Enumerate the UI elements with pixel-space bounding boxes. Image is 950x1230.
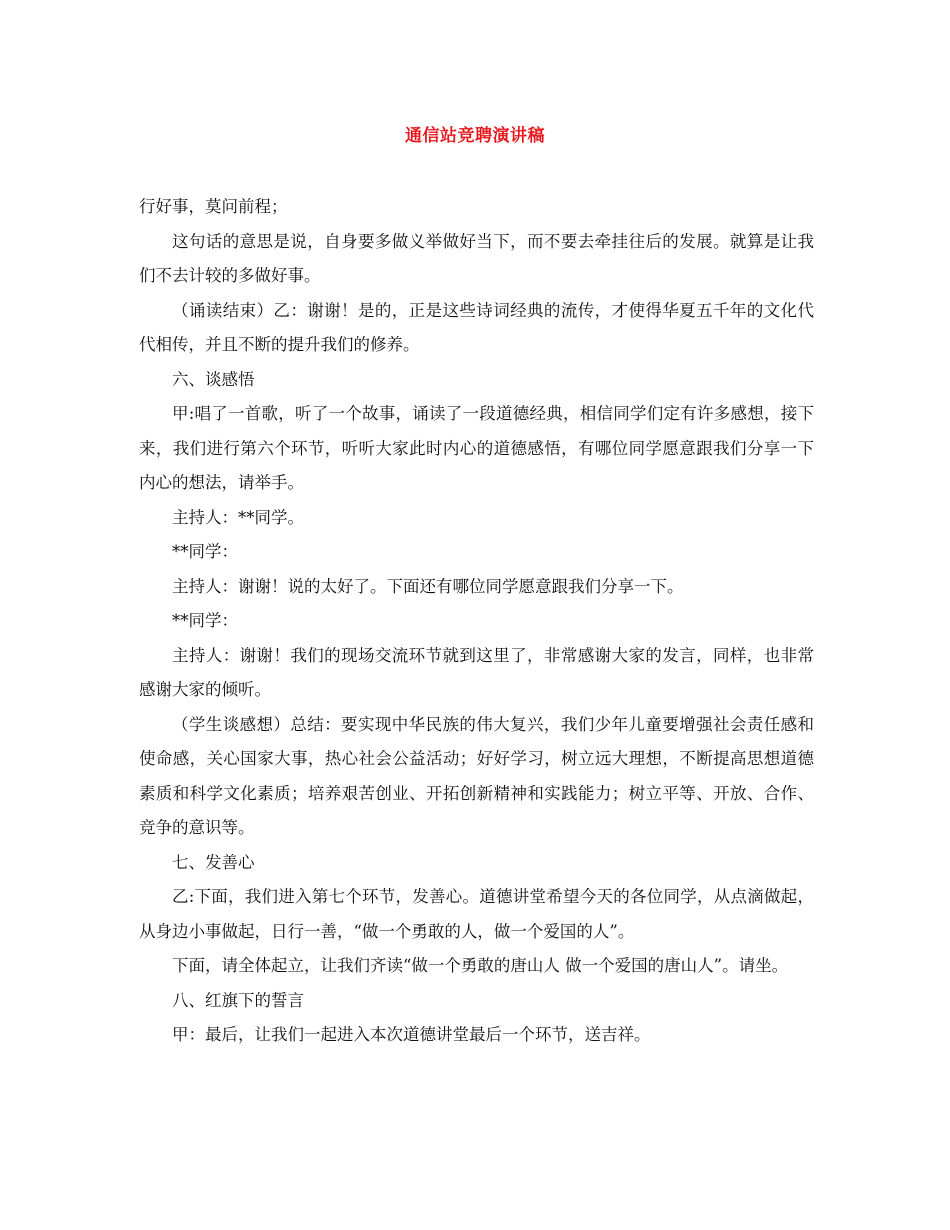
paragraph: **同学： — [172, 611, 238, 630]
paragraph: 主持人：谢谢！我们的现场交流环节就到这里了，非常感谢大家的发言，同样，也非常感谢大家的倾听。 — [139, 645, 814, 699]
document-title: 通信站竞聘演讲稿 — [405, 126, 545, 146]
paragraph: 这句话的意思是说，自身要多做义举做好当下，而不要去牵挂往后的发展。就算是让我们不去计较的多做好事。 — [139, 231, 814, 285]
paragraph: 甲：最后，让我们一起进入本次道德讲堂最后一个环节，送吉祥。 — [172, 1025, 651, 1044]
paragraph: （学生谈感想）总结：要实现中华民族的伟大复兴，我们少年儿童要增强社会责任感和使命感，关心国家大事，热心社会公益活动；好好学习，树立远大理想，不断提高思想道德素质和科学文化素质；培养艰苦创业、开拓创新精神和实践能力；树立平等、开放、合作、竞争的意识等。 — [139, 714, 814, 837]
paragraph: 主持人：谢谢！说的太好了。下面还有哪位同学愿意跟我们分享一下。 — [172, 576, 684, 596]
paragraph: 主持人：**同学。 — [172, 507, 304, 527]
paragraph: 下面，请全体起立，让我们齐读“做一个勇敢的唐山人 做一个爱国的唐山人”。请坐。 — [172, 956, 789, 975]
section-heading: 七、发善心 — [172, 852, 255, 872]
paragraph: 行好事，莫问前程； — [139, 197, 288, 216]
section-heading: 八、红旗下的誓言 — [172, 990, 304, 1010]
document-body — [139, 190, 814, 1053]
section-heading: 六、谈感悟 — [172, 369, 255, 389]
paragraph: **同学： — [172, 542, 238, 561]
paragraph: （诵读结束）乙：谢谢！是的，正是这些诗词经典的流传，才使得华夏五千年的文化代代相传，并且不断的提升我们的修养。 — [139, 300, 814, 354]
paragraph: 甲:唱了一首歌，听了一个故事，诵读了一段道德经典，相信同学们定有许多感想，接下来，我们进行第六个环节，听听大家此时内心的道德感悟，有哪位同学愿意跟我们分享一下内心的想法，请举手。 — [139, 404, 814, 492]
paragraph: 乙:下面，我们进入第七个环节，发善心。道德讲堂希望今天的各位同学，从点滴做起，从身边小事做起，日行一善，“做一个勇敢的人，做一个爱国的人”。 — [139, 887, 814, 941]
